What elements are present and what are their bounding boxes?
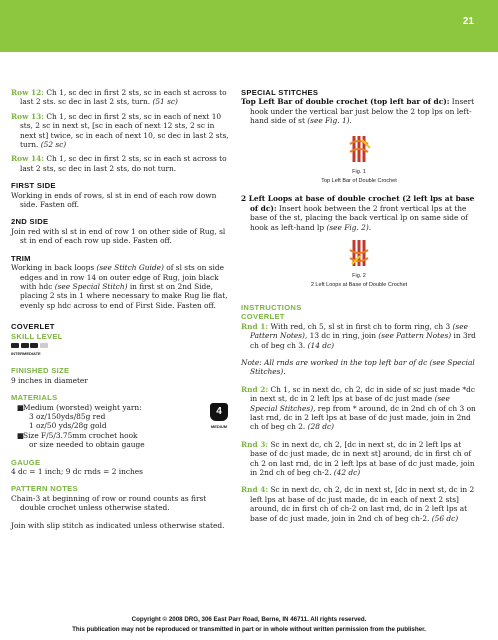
left-column	[11, 88, 233, 530]
second-side-text: Join red with sl st in end of row 1 on other side of Rug, sl st in end of each row up side. Fasten off.	[11, 226, 226, 246]
round-1: Rnd 1: With red, ch 5, sl st in first ch to form ring, ch 3 (see Pattern Notes), 13 dc in ring, join (see Pattern Notes) in 3rd ch of beg ch 3. (14 dc)	[241, 321, 476, 350]
skill-level-heading: SKILL LEVEL	[11, 331, 63, 341]
figure-1-illustration	[346, 134, 372, 164]
special-stitch-2: 2 Left Loops at base of double crochet (2 left lps at base of dc): Insert hook between the 2 front vertical lps at the base of the st, placing the back vertical lp on same side of hook as left-hand lp (see Fig. 2).	[241, 194, 475, 232]
materials-yarn-gold: 1 oz/50 yds/28g gold	[29, 421, 107, 431]
header-bar	[0, 0, 498, 52]
copyright-line: Copyright © 2008 DRG, 306 East Parr Road, Berne, IN 46711. All rights reserved.	[131, 616, 367, 623]
round-2: Rnd 2: Ch 1, sc in next dc, ch 2, dc in side of sc just made *dc in next st, dc in 2 left lps at base of dc just made (see Special Stitches), rep from * around, dc in 2nd ch of ch 3 on last rnd, dc in 2 left lps at base of dc just made, join in 2nd ch of beg ch 2. (28 dc)	[241, 384, 476, 432]
coverlet-heading: COVERLET	[241, 312, 285, 322]
yarn-weight-icon: 4 MEDIUM	[207, 403, 231, 431]
figure-2-caption: 2 Left Loops at Base of Double Crochet	[310, 282, 408, 289]
row-14: Row 14: Ch 1, sc dec in first 2 sts, sc in each st across to last 2 sts, sc dec in last 2 sts, do not turn.	[11, 154, 227, 173]
special-stitch-1: Top Left Bar of double crochet (top left bar of dc): Insert hook under the vertical bar just below the 2 top lps on left-hand side of st (see Fig. 1).	[241, 97, 475, 126]
instructions-heading: INSTRUCTIONS	[241, 302, 302, 312]
pattern-notes-heading: PATTERN NOTES	[11, 484, 78, 494]
skill-level-value: INTERMEDIATE	[11, 350, 41, 356]
materials-yarn-red: 3 oz/150yds/85g red	[29, 411, 106, 421]
row-13: Row 13: Ch 1, sc dec in first 2 sts, sc in each of next 10 sts, 2 sc in next st, [sc in each of next 12 sts, 2 sc in next st] twice, sc in each of next 10, sc dec in last 2 sts, turn. (52 sc)	[11, 111, 229, 150]
second-side-heading: 2ND SIDE	[11, 217, 49, 227]
rights-line: This publication may not be reproduced or transmitted in part or in whole without written permission from the publisher.	[72, 626, 426, 633]
figure-1-caption: Top Left Bar of Double Crochet	[321, 178, 397, 185]
figure-2-illustration	[346, 238, 372, 268]
trim-text: Working in back loops (see Stitch Guide) of sl sts on side edges and in row 14 on outer edge of Rug, join black with hdc (see Special Stitch) in first st on 2nd Side, placing 2 sts in 1 where necessary to make Rug lie flat, evenly sp hdc across to end of First Side. Fasten off.	[11, 263, 228, 310]
special-stitches-heading: SPECIAL STITCHES	[241, 88, 319, 97]
trim-heading: TRIM	[11, 253, 31, 263]
figure-1-number: Fig. 1	[352, 168, 366, 175]
coverlet-note: Note: All rnds are worked in the top left bar of dc (see Special Stitches).	[241, 357, 475, 377]
round-4: Rnd 4: Sc in next dc, ch 2, dc in next st, [dc in next st, dc in 2 left lps at base of dc just made, dc in each of next 2 sts] around, dc in first ch of ch-2 on last rnd, dc in 2 left lps at base of dc just made, join in 2nd ch of beg ch-2. (56 dc)	[241, 485, 475, 523]
figure-2-number: Fig. 2	[352, 273, 366, 280]
finished-size-text: 9 inches in diameter	[11, 375, 88, 385]
materials-hook-note: or size needed to obtain gauge	[29, 440, 145, 450]
figure-1	[241, 134, 477, 187]
pattern-note-1: Chain-3 at beginning of row or round counts as first double crochet unless otherwise stated.	[11, 493, 207, 513]
right-column	[241, 88, 477, 523]
finished-size-heading: FINISHED SIZE	[11, 366, 70, 376]
materials-list	[11, 403, 233, 450]
gauge-heading: GAUGE	[11, 457, 41, 467]
round-3: Rnd 3: Sc in next dc, ch 2, [dc in next st, dc in 2 left lps at base of dc just made, dc in next st] around, dc in first ch of ch 2 on last rnd, dc in 2 left lps at base of dc just made, join in 2nd ch of beg ch-2. (42 dc)	[241, 439, 475, 477]
page-number: 21	[462, 16, 474, 27]
materials-yarn: ■Medium (worsted) weight yarn:	[17, 402, 142, 412]
pattern-note-2: Join with slip stitch as indicated unless otherwise stated.	[11, 520, 225, 530]
skill-level-icon	[11, 343, 233, 348]
gauge-text: 4 dc = 1 inch; 9 dc rnds = 2 inches	[11, 467, 143, 476]
materials-hook: ■Size F/5/3.75mm crochet hook	[17, 430, 138, 440]
materials-heading: MATERIALS	[11, 393, 58, 403]
first-side-heading: FIRST SIDE	[11, 181, 56, 191]
first-side-text: Working in ends of rows, sl st in end of each row down side. Fasten off.	[11, 190, 217, 210]
row-12: Row 12: Ch 1, sc dec in first 2 sts, sc in each st across to last 2 sts. sc dec in last 2 sts, turn. (51 sc)	[11, 88, 227, 107]
coverlet-title: COVERLET	[11, 322, 55, 332]
figure-2	[241, 238, 477, 291]
